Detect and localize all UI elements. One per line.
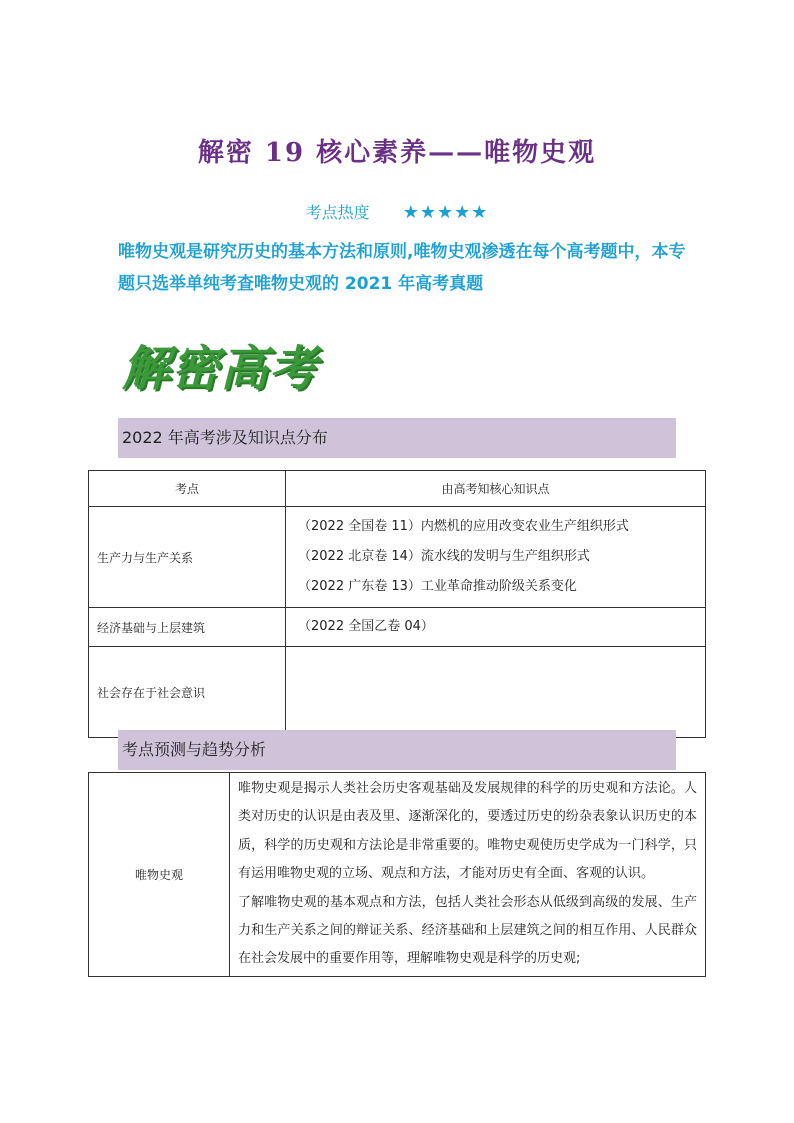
table-cell-description xyxy=(230,773,706,977)
table-header-row xyxy=(89,471,706,507)
table-cell-items xyxy=(286,608,706,647)
intro-text: 唯物史观是研究历史的基本方法和原则,唯物史观渗透在每个高考题中，本专题只选举单纯考查唯物史观的 2021 年高考真题 xyxy=(118,242,686,294)
list-item: （2022 全国卷 11）内燃机的应用改变农业生产组织形式 xyxy=(298,519,629,534)
section-header-distribution: 2022 年高考涉及知识点分布 xyxy=(118,418,676,458)
column-header: 由高考知核心知识点 xyxy=(286,471,706,507)
table-cell-topic: 唯物史观 xyxy=(89,773,230,977)
table-row xyxy=(89,507,706,608)
table-cell-topic: 社会存在于社会意识 xyxy=(89,647,286,738)
table-row xyxy=(89,608,706,647)
star-rating-icon: ★★★★★ xyxy=(402,202,489,223)
table-cell-topic: 经济基础与上层建筑 xyxy=(89,608,286,647)
knowledge-distribution-table xyxy=(88,470,706,738)
banner-logo: 解密高考 xyxy=(122,341,319,397)
table-cell-items xyxy=(286,647,706,738)
column-header: 考点 xyxy=(89,471,286,507)
table-row xyxy=(89,647,706,738)
paragraph: 了解唯物史观的基本观点和方法，包括人类社会形态从低级到高级的发展、生产力和生产关系之间的辩证关系、经济基础和上层建筑之间的相互作用、人民群众在社会发展中的重要作用等，理解唯物史观是科学的历史观; xyxy=(238,894,697,967)
section-header-prediction: 考点预测与趋势分析 xyxy=(118,730,676,770)
hotness-label: 考点热度 xyxy=(305,203,370,222)
list-item: （2022 北京卷 14）流水线的发明与生产组织形式 xyxy=(298,549,590,564)
paragraph: 唯物史观是揭示人类社会历史客观基础及发展规律的科学的历史观和方法论。人类对历史的认识是由表及里、逐渐深化的，要透过历史的纷杂表象认识历史的本质，科学的历史观和方法论是非常重要的。唯物史观使历史学成为一门科学，只有运用唯物史观的立场、观点和方法，才能对历史有全面、客观的认识。 xyxy=(238,781,697,882)
page-title: 解密 19 核心素养——唯物史观 xyxy=(197,138,597,168)
hotness-rating xyxy=(0,200,794,223)
prediction-table xyxy=(88,772,706,977)
list-item: （2022 广东卷 13）工业革命推动阶级关系变化 xyxy=(298,579,577,594)
list-item: （2022 全国乙卷 04） xyxy=(298,619,434,634)
table-cell-topic: 生产力与生产关系 xyxy=(89,507,286,608)
table-row xyxy=(89,773,706,977)
table-cell-items xyxy=(286,507,706,608)
